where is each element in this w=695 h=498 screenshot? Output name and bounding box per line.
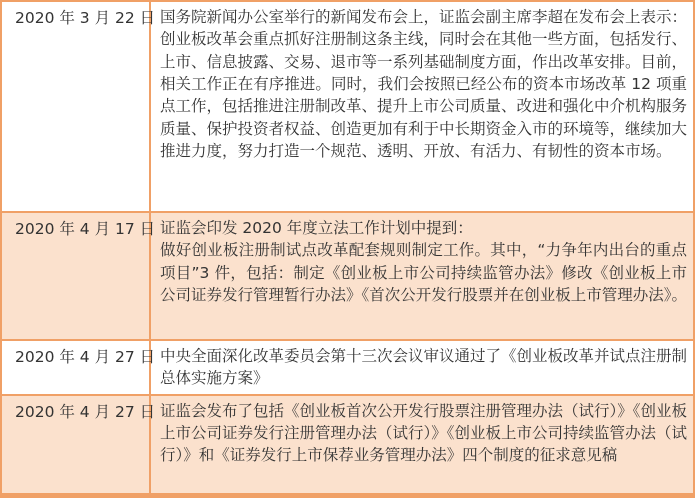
date-cell — [1, 340, 156, 395]
event-text: 国务院新闻办公室举行的新闻发布会上，证监会副主席李超在发布会上表示：创业板改革会重点抓好注册制这条主线，同时会在其他一些方面，包括发行、上市、信息披露、交易、退市等一系列基础制度方面，作出改革安排。目前，相关工作正在有序推进。同时，我们会按照已经公布的资本市场改革 12 项重点工作，包括推进注册制改革、提升上市公司质量、改进和强化中介机构服务质量、保护投资者权益、创造更加有利于中长期资金入市的环境等，继续加大推进力度，努力打造一个规范、透明、开放、有活力、有韧性的资本市场。 — [160, 8, 688, 160]
date-cell — [1, 1, 156, 212]
event-text: 中央全面深化改革委员会第十三次会议审议通过了《创业板改革并试点注册制总体实施方案》 — [160, 347, 688, 388]
date-cell — [1, 212, 156, 340]
event-text: 证监会发布了包括《创业板首次公开发行股票注册管理办法（试行）》《创业板上市公司证券发行注册管理办法（试行）》《创业板上市公司持续监管办法（试行）》和《证券发行上市保荐业务管理办法》四个制度的征求意见稿 — [160, 401, 688, 465]
date-text: 2020 年 3 月 22 日 — [15, 9, 156, 27]
event-cell — [150, 212, 694, 340]
table-row — [1, 395, 694, 496]
table-row — [1, 212, 694, 340]
date-text: 2020 年 4 月 27 日 — [15, 348, 156, 366]
date-text: 2020 年 4 月 17 日 — [15, 220, 156, 238]
date-text: 2020 年 4 月 27 日 — [15, 402, 156, 421]
event-text: 证监会印发 2020 年度立法工作计划中提到： — [160, 219, 473, 237]
table-row — [1, 1, 694, 212]
event-cell — [150, 340, 694, 395]
event-cell — [150, 1, 694, 212]
table-row — [1, 340, 694, 395]
event-cell — [150, 395, 694, 496]
date-cell — [1, 395, 156, 496]
event-text: 做好创业板注册制试点改革配套规则制定工作。其中，“力争年内出台的重点项目”3 件，包括：制定《创业板上市公司持续监管办法》修改《创业板上市公司证券发行管理暂行办法》《首次公开发行股票并在创业板上市管理办法》。 — [160, 241, 688, 304]
